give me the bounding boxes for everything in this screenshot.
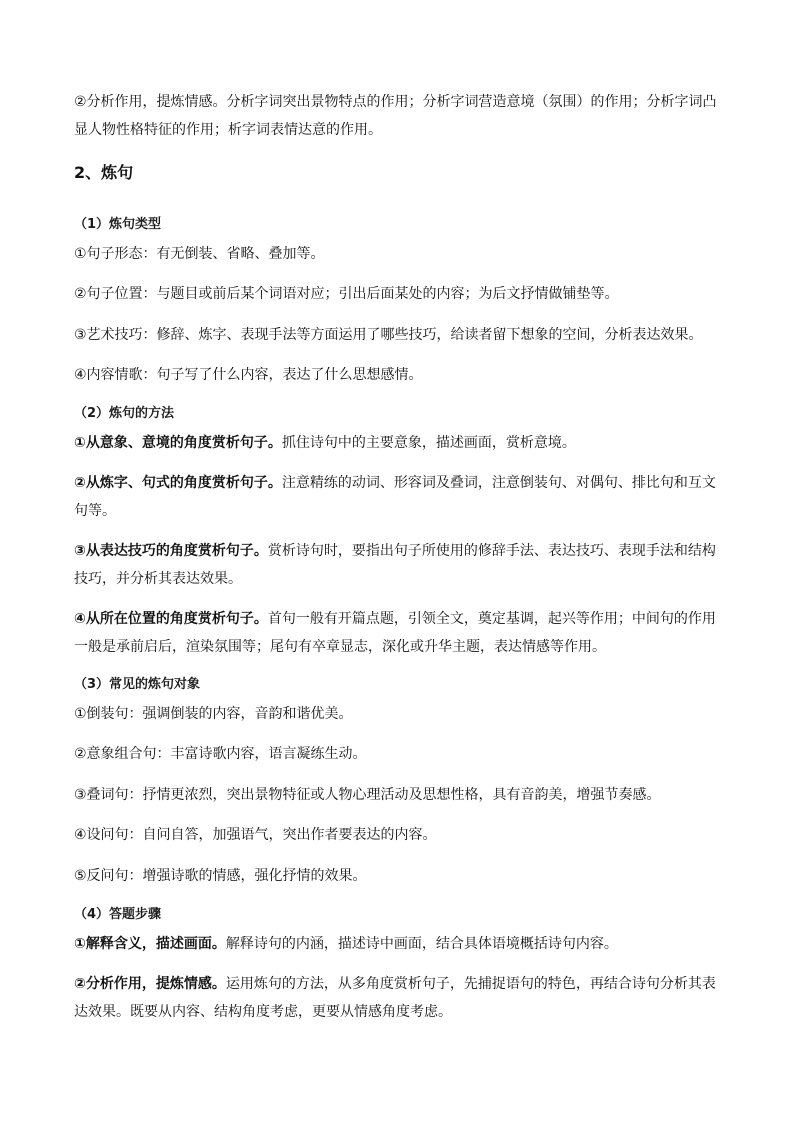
method-item-imagery: ①从意象、意境的角度赏析句子。抓住诗句中的主要意象，描述画面，赏析意境。 [74, 435, 576, 451]
type-item-form: ①句子形态：有无倒装、省略、叠加等。 [74, 246, 325, 262]
subheading-sentence-types: （1）炼句类型 [74, 217, 162, 232]
subheading-sentence-methods: （2）炼句的方法 [74, 406, 175, 421]
method-item-expression: ③从表达技巧的角度赏析句子。赏析诗句时，要指出句子所使用的修辞手法、表达技巧、表现手法和结构技巧，并分析其表达效果。 [74, 543, 716, 587]
step-item-analyze: ②分析作用，提炼情感。运用炼句的方法，从多角度赏析句子，先捕捉语句的特色，再结合诗句分析其表达效果。既要从内容、结构角度考虑，更要从情感角度考虑。 [74, 976, 716, 1020]
method-item-position: ④从所在位置的角度赏析句子。首句一般有开篇点题，引领全文，奠定基调，起兴等作用；中间句的作用一般是承前启后，渲染氛围等；尾句有卒章显志，深化或升华主题，表达情感等作用。 [74, 611, 716, 655]
section-heading-sentence-refining: 2、炼句 [74, 163, 134, 182]
object-item-reduplication: ③叠词句：抒情更浓烈，突出景物特征或人物心理活动及思想性格，具有音韵美，增强节奏感。 [74, 787, 661, 803]
subheading-common-objects: （3）常见的炼句对象 [74, 677, 201, 692]
type-item-content: ④内容情歌：句子写了什么内容，表达了什么思想感情。 [74, 367, 423, 383]
step-item-explain: ①解释含义，描述画面。解释诗句的内涵，描述诗中画面，结合具体语境概括诗句内容。 [74, 936, 618, 952]
object-item-rhetorical-question: ⑤反问句：增强诗歌的情感，强化抒情的效果。 [74, 868, 367, 884]
object-item-inversion: ①倒装句：强调倒装的内容，音韵和谐优美。 [74, 706, 353, 722]
type-item-position: ②句子位置：与题目或前后某个词语对应；引出后面某处的内容；为后文抒情做铺垫等。 [74, 286, 619, 302]
paragraph-analyze-word-function: ②分析作用，提炼情感。分析字词突出景物特点的作用；分析字词营造意境（氛围）的作用；分析字词凸显人物性格特征的作用；析字词表情达意的作用。 [74, 94, 717, 138]
subheading-answer-steps: （4）答题步骤 [74, 907, 162, 922]
type-item-technique: ③艺术技巧：修辞、炼字、表现手法等方面运用了哪些技巧，给读者留下想象的空间，分析表达效果。 [74, 327, 703, 343]
method-item-wording: ②从炼字、句式的角度赏析句子。注意精练的动词、形容词及叠词，注意倒装句、对偶句、排比句和互文句等。 [74, 475, 716, 519]
object-item-self-question: ④设问句：自问自答，加强语气，突出作者要表达的内容。 [74, 827, 437, 843]
object-item-imagery-combo: ②意象组合句：丰富诗歌内容，语言凝练生动。 [74, 746, 367, 762]
